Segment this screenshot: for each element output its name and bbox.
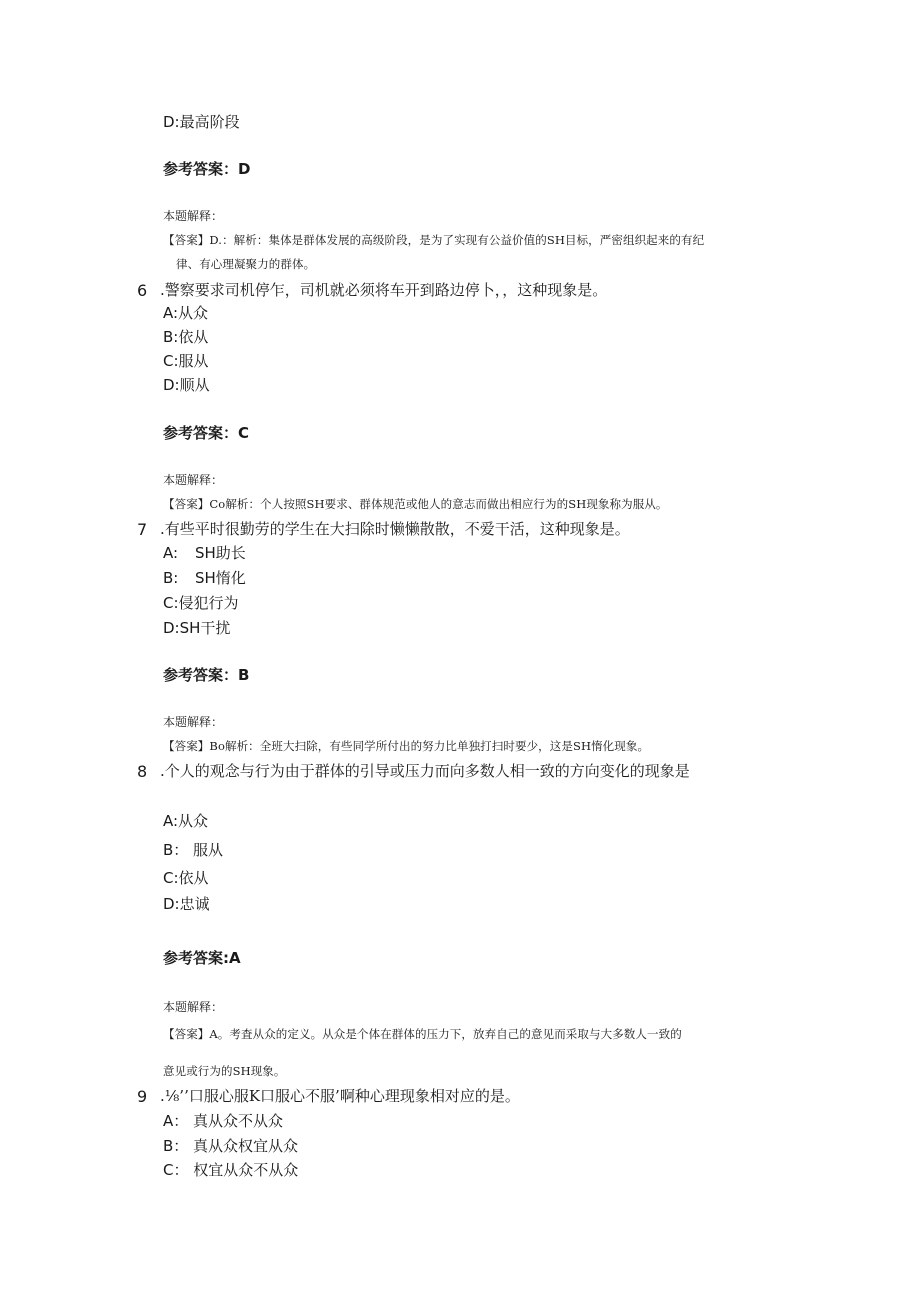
option-a-letter: A:	[163, 544, 179, 562]
option-a: A:从众	[163, 812, 209, 830]
option-d: D:SH干扰	[163, 619, 231, 637]
option-b: B:依从	[163, 328, 209, 346]
option-c: C:侵犯行为	[163, 594, 239, 612]
option-a-text: SH助长	[195, 544, 246, 562]
option-d: D:忠诚	[163, 895, 210, 913]
explanation-label: 本题解释：	[163, 715, 224, 729]
option-b-text: SH惰化	[195, 569, 246, 587]
explanation-text: 【答案】A。考査从众的定义。从众是个体在群体的压力下，放弃自己的意见而采取与大多数人一致的	[163, 1027, 682, 1041]
option-b-letter: B:	[163, 569, 179, 587]
reference-answer: 参考答案：C	[163, 424, 250, 442]
question-number: 9	[137, 1087, 148, 1106]
explanation-text: 【答案】Bo解析：全班大扫除，有些同学所付出的努力比单独打扫时要少，这是SH惰化现象。	[163, 739, 650, 753]
question-text: .有些平时很勤劳的学生在大扫除时懒懒散散，不爱干活，这种现象是。	[160, 520, 630, 538]
explanation-text-cont: 意见或行为的SH现象。	[163, 1064, 286, 1078]
reference-answer: 参考答案：D	[163, 160, 251, 178]
option-c: C： 权宜从众不从众	[163, 1161, 299, 1179]
option-a: A： 真从众不从众	[163, 1112, 284, 1130]
option-b: B： 服从	[163, 841, 224, 859]
explanation-text: 【答案】D.：解析：集体是群体发展的高级阶段，是为了实现有公益价值的SH目标，严密组织起来的有纪	[163, 233, 705, 247]
reference-answer: 参考答案：B	[163, 666, 250, 684]
explanation-text: 【答案】Co解析：个人按照SH要求、群体规范或他人的意志而做出相应行为的SH现象称为服从。	[163, 497, 668, 511]
question-number: 8	[137, 762, 148, 781]
question-number: 7	[137, 520, 148, 539]
explanation-label: 本题解释：	[163, 1000, 224, 1014]
option-d: D:顺从	[163, 376, 210, 394]
option-a: A:从众	[163, 304, 209, 322]
explanation-text-cont: 律、有心理凝聚力的群体。	[176, 257, 316, 271]
question-number: 6	[137, 281, 148, 300]
option-c: C:依从	[163, 869, 209, 887]
explanation-label: 本题解释：	[163, 209, 224, 223]
option-c: C:服从	[163, 352, 209, 370]
question-text: .警察要求司机停乍，司机就必须将车开到路边停卜，，这种现象是。	[160, 281, 608, 299]
explanation-label: 本题解释：	[163, 473, 224, 487]
reference-answer: 参考答案:A	[163, 949, 241, 967]
question-text: .⅛’’口服心服K口服心不服’啊种心理现象相对应的是。	[160, 1087, 520, 1105]
option-d: D:最高阶段	[163, 113, 240, 131]
question-text: .个人的观念与行为由于群体的引导或压力而向多数人相一致的方向变化的现象是	[160, 762, 690, 780]
option-b: B： 真从众权宜从众	[163, 1137, 299, 1155]
